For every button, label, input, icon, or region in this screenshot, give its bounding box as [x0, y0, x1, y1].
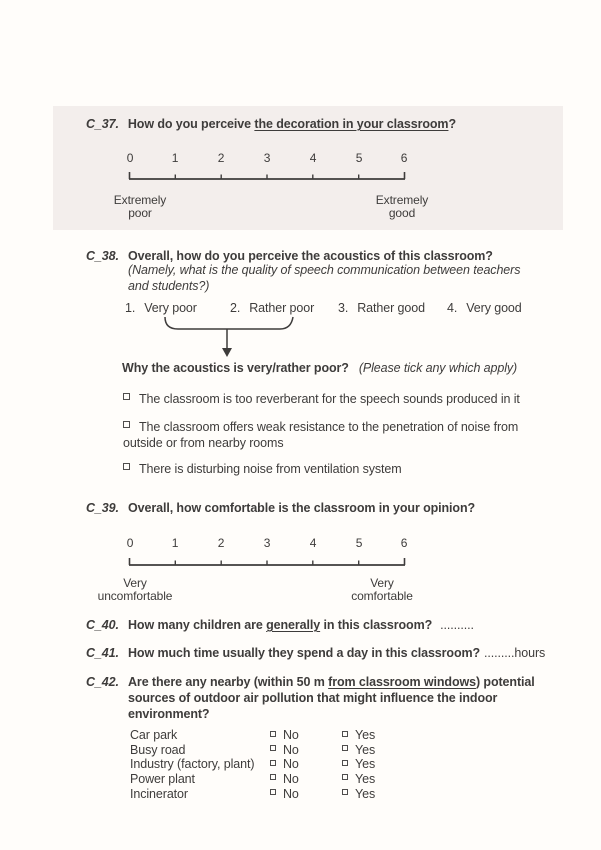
q39-scale-tick-4[interactable]: 4 — [309, 536, 317, 550]
checkbox-icon — [270, 731, 276, 737]
checkbox-icon — [342, 774, 348, 780]
table-row-car-park: Car park No Yes — [130, 728, 470, 743]
checkbox-icon — [342, 731, 348, 737]
table-row-industry: Industry (factory, plant) No Yes — [130, 757, 470, 772]
checkbox-icon[interactable] — [123, 393, 130, 400]
q39-scale-right-label: Very comfortable — [351, 576, 413, 604]
checkbox-icon — [270, 745, 276, 751]
yes-cell[interactable]: Yes — [342, 757, 470, 772]
checkbox-icon — [270, 774, 276, 780]
q38-question: Overall, how do you perceive the acoustics of this classroom? — [128, 249, 493, 263]
q39-scale-tick-5[interactable]: 5 — [355, 536, 363, 550]
q38-option-very-good[interactable]: 4. Very good — [447, 301, 522, 315]
no-cell[interactable]: No — [270, 772, 342, 787]
yes-cell[interactable]: Yes — [342, 787, 470, 802]
q37-scale-tick-4[interactable]: 4 — [309, 151, 317, 165]
q38-followup-question: Why the acoustics is very/rather poor? (Please tick any which apply) — [122, 361, 518, 375]
q37-scale-tick-6[interactable]: 6 — [400, 151, 408, 165]
q39-scale-tick-1[interactable]: 1 — [171, 536, 179, 550]
table-row-power-plant: Power plant No Yes — [130, 772, 470, 787]
q38-checkbox-item-reverberant: The classroom is too reverberant for the speech sounds produced in it — [123, 391, 593, 407]
q38-checkbox-item-ventilation-noise: There is disturbing noise from ventilation system — [123, 461, 593, 477]
q37-underlined-text: the decoration in your classroom — [254, 117, 449, 131]
q42-sources-table — [130, 728, 470, 801]
q40-question: How many children are generally in this classroom? .......... — [128, 618, 474, 632]
q38-followup-note: (Please tick any which apply) — [358, 361, 518, 375]
q38-checkbox-item-noise-penetration: The classroom offers weak resistance to the penetration of noise from outside or from nearby rooms — [123, 420, 519, 450]
checkbox-icon — [342, 745, 348, 751]
q39-scale-tick-2[interactable]: 2 — [217, 536, 225, 550]
q37-scale-tick-5[interactable]: 5 — [355, 151, 363, 165]
table-row-busy-road: Busy road No Yes — [130, 743, 470, 758]
q38-note: (Namely, what is the quality of speech communication between teachers and students?) — [128, 263, 521, 293]
q37-scale-left-label: Extremely poor — [113, 193, 167, 221]
q37-scale-tick-1[interactable]: 1 — [171, 151, 179, 165]
q39-question: Overall, how comfortable is the classroom in your opinion? — [128, 501, 476, 515]
yes-cell[interactable]: Yes — [342, 728, 470, 743]
no-cell[interactable]: No — [270, 728, 342, 743]
brace-arrow-icon — [160, 313, 300, 358]
q37-scale-tick-3[interactable]: 3 — [263, 151, 271, 165]
table-row-incinerator: Incinerator No Yes — [130, 787, 470, 802]
q40-number: C_40. — [86, 618, 119, 632]
q37-scale-right-label: Extremely good — [375, 193, 429, 221]
q39-scale-tick-6[interactable]: 6 — [400, 536, 408, 550]
checkbox-icon — [270, 760, 276, 766]
checkbox-icon — [342, 789, 348, 795]
q41-number: C_41. — [86, 646, 119, 660]
q42-number: C_42. — [86, 675, 119, 689]
q40-answer-dots[interactable]: .......... — [440, 618, 474, 632]
q39-scale-line-icon — [128, 556, 406, 567]
q42-question-line3: environment? — [128, 707, 210, 721]
q37-scale-line-icon — [128, 170, 406, 181]
yes-cell[interactable]: Yes — [342, 743, 470, 758]
no-cell[interactable]: No — [270, 757, 342, 772]
q37-scale-tick-2[interactable]: 2 — [217, 151, 225, 165]
q41-answer-dots[interactable]: ......... — [484, 646, 515, 660]
q37-number: C_37. — [86, 117, 119, 131]
q37-question: C_37. How do you perceive the decoration in your classroom? — [86, 117, 456, 131]
no-cell[interactable]: No — [270, 787, 342, 802]
q38-option-rather-good[interactable]: 3. Rather good — [338, 301, 425, 315]
checkbox-icon — [270, 789, 276, 795]
q40-underlined-text: generally — [266, 618, 321, 632]
q37-scale-tick-0[interactable]: 0 — [126, 151, 134, 165]
q39-scale-left-label: Very uncomfortable — [97, 576, 173, 604]
q39-scale-tick-0[interactable]: 0 — [126, 536, 134, 550]
q39-scale-tick-3[interactable]: 3 — [263, 536, 271, 550]
q38-option-very-poor[interactable]: 1. Very poor — [125, 301, 197, 315]
q41-question: How much time usually they spend a day in this classroom? .........hours — [128, 646, 546, 660]
q42-question-line1: Are there any nearby (within 50 m from classroom windows) potential — [128, 675, 535, 689]
q38-number: C_38. — [86, 249, 119, 263]
q42-underlined-text: from classroom windows — [328, 675, 476, 689]
q41-unit-label: hours — [514, 646, 546, 660]
checkbox-icon — [342, 760, 348, 766]
no-cell[interactable]: No — [270, 743, 342, 758]
yes-cell[interactable]: Yes — [342, 772, 470, 787]
q39-number: C_39. — [86, 501, 119, 515]
checkbox-icon[interactable] — [123, 421, 130, 428]
checkbox-icon[interactable] — [123, 463, 130, 470]
q42-question-line2: sources of outdoor air pollution that might influence the indoor — [128, 691, 498, 705]
q38-option-rather-poor[interactable]: 2. Rather poor — [230, 301, 315, 315]
